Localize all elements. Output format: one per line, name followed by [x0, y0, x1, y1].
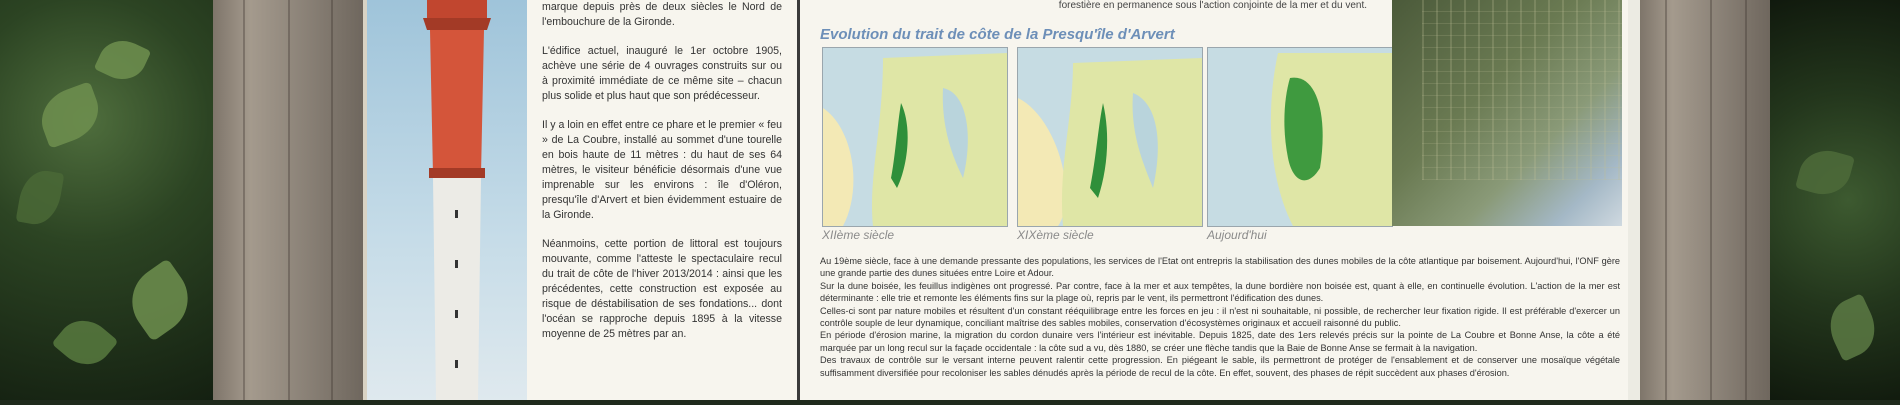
top-text-fragment: forestière en permanence sous l'action conjointe de la mer et du vent. [1058, 0, 1367, 11]
leaf-1 [33, 81, 106, 149]
lighthouse-window [455, 310, 458, 318]
paragraph: Celles-ci sont par nature mobiles et résultent d'un constant rééquilibrage entre les forces en jeu : il n'est ni souhaitable, ni possible, de rechercher leur fixation rigide. Il est préférable d'exercer un contrôle souple de leur dynamique, conciliant maîtrise des sables mobiles, conservation d'écosystèmes originaux et accueil raisonné du public. [820, 305, 1620, 329]
lighthouse-illustration [367, 0, 527, 400]
leaf-5 [51, 309, 118, 376]
lighthouse-text-column [542, 0, 782, 400]
paragraph: Sur la dune boisée, les feuillus indigènes ont progressé. Par contre, face à la mer et aux tempêtes, la dune bordière non boisée est, quant à elle, en continuelle évolution. L'action de la mer est déterminante : elle trie et remonte les éléments fins sur la plage où, repris par le vent, ils permettront l'édification des dunes. [820, 280, 1620, 304]
aerial-fields [1422, 0, 1622, 180]
map-caption: XIXème siècle [1017, 228, 1094, 242]
paragraph: Au 19ème siècle, face à une demande pressante des populations, les services de l'Etat ont entrepris la stabilisation des dunes mobiles de la côte atlantique par boisement. Aujourd'hui, l'ONF gère une grande partie des dunes situées entre Loire et Adour. [820, 256, 1620, 279]
leaf-2 [94, 32, 152, 87]
map-sand [1018, 98, 1066, 226]
wooden-post-left [213, 0, 363, 400]
coastline-map-19th-century [1017, 47, 1203, 227]
paragraph: Il y a loin en effet entre ce phare et le premier « feu » de La Coubre, installé au sommet d'une tourelle en bois haute de 11 mètres : du haut de ses 64 mètres, le visiteur bénéficie désormais d'une vue imprenable sur les environs : île d'Oléron, presqu'île d'Arvert et bien évidemment estuaire de la Gironde. [542, 119, 782, 221]
column-divider [797, 0, 800, 400]
wood-grain [1665, 0, 1667, 400]
paragraph: Des travaux de contrôle sur le versant interne peuvent ralentir cette progression. En piégeant le sable, ils permettront de protéger de l'ensablement et de conserver une mosaïque végétale suffisamment diversifiée pour recoloniser les sables dénudés après la période de recul de la côte. En effet, souvent, des phases de répit succèdent aux phases d'érosion. [820, 355, 1620, 378]
lighthouse-band [429, 168, 485, 178]
lighthouse-lantern [427, 0, 487, 18]
map-drawing [1018, 48, 1202, 226]
paragraph: En période d'érosion marine, la migration du cordon dunaire vers l'intérieur est inévitable. Depuis 1825, date des 1ers relevés précis sur la pointe de La Coubre et Bonne Anse, la côte a été marquée par un long recul sur la façade occidentale : la côte sud a vu, dès 1880, se créer une flèche tandis que la Baie de Bonne Anse se fermait à la navigation. [820, 330, 1620, 353]
map-land [1062, 58, 1202, 226]
leaf-6 [1795, 144, 1855, 200]
wood-grain [288, 0, 290, 400]
lighthouse-window [455, 210, 458, 218]
coastal-evolution-text [820, 255, 1620, 379]
wood-grain [331, 0, 333, 400]
coastline-map-today [1207, 47, 1393, 227]
lighthouse-tower-red [430, 30, 484, 175]
wood-grain [243, 0, 245, 400]
paragraph: marque depuis près de deux siècles le Nord de l'embouchure de la Gironde. [542, 1, 782, 28]
leaf-4 [118, 258, 202, 342]
leaf-3 [16, 167, 65, 228]
paragraph: Néanmoins, cette portion de littoral est toujours mouvante, comme l'atteste le spectaculaire recul du trait de côte de l'hiver 2013/2014 : ainsi que les précédentes, cette construction est exposée au risque de déstabilisation de ses fondations... dont l'océan se rapproche depuis 1895 à la vitesse moyenne de 25 mètres par an. [542, 238, 782, 340]
lighthouse-gallery [423, 18, 491, 30]
aerial-photo [1392, 0, 1622, 226]
map-land [872, 53, 1007, 226]
map-drawing [1208, 48, 1392, 226]
leaf-7 [1820, 293, 1884, 362]
wooden-post-right [1640, 0, 1770, 400]
lighthouse-window [455, 360, 458, 368]
foliage-left [0, 0, 215, 400]
map-caption: Aujourd'hui [1207, 228, 1267, 242]
wood-grain [1710, 0, 1712, 400]
lighthouse-window [455, 260, 458, 268]
map-sand [823, 108, 853, 226]
evolution-title: Evolution du trait de côte de la Presqu'île d'Arvert [820, 26, 1175, 43]
foliage-right [1770, 0, 1900, 400]
map-caption: XIIème siècle [822, 228, 895, 242]
map-drawing [823, 48, 1007, 226]
info-panel [363, 0, 1644, 400]
paragraph: L'édifice actuel, inauguré le 1er octobre 1905, achève une série de 4 ouvrages construits sur ou à proximité immédiate de ce même site – chacun plus solide et plus haut que son prédécesseur. [542, 45, 782, 102]
wood-grain [1745, 0, 1747, 400]
coastline-map-12th-century [822, 47, 1008, 227]
lighthouse-drawing [367, 0, 527, 400]
